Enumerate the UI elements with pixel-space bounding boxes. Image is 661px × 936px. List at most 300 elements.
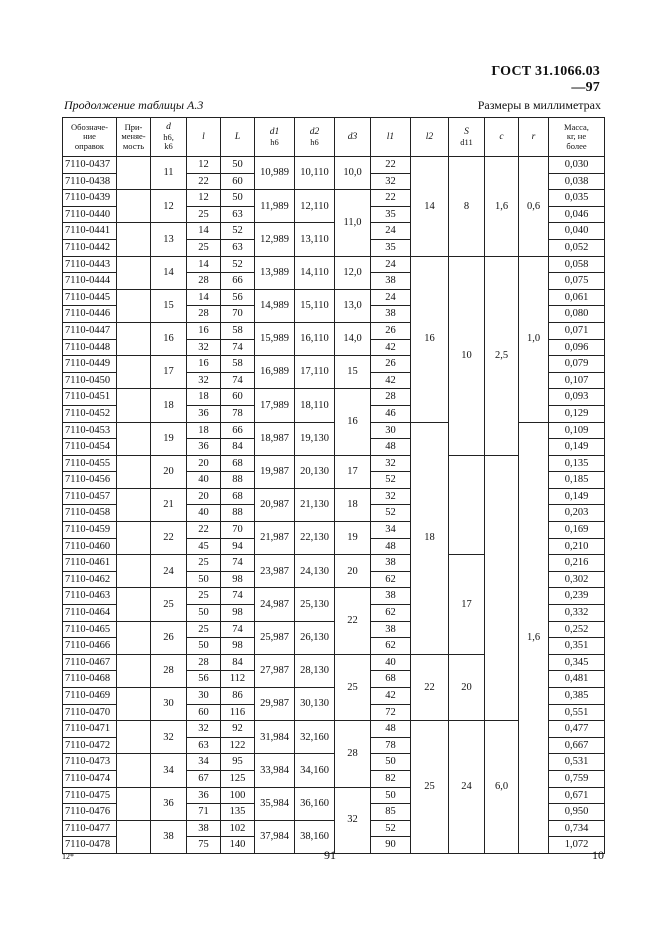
cell-mass: 0,332 (549, 605, 605, 622)
header-S: S d11 (449, 118, 485, 157)
cell-designation: 7110-0452 (63, 405, 117, 422)
cell-d2: 17,110 (295, 356, 335, 389)
cell-r: 1,0 (519, 256, 549, 422)
cell-d1: 31,984 (255, 721, 295, 754)
header-l: l (187, 118, 221, 157)
cell-d2: 18,110 (295, 389, 335, 422)
header-c: c (485, 118, 519, 157)
cell-designation: 7110-0470 (63, 704, 117, 721)
cell-d3: 19 (335, 522, 371, 555)
cell-d1: 23,987 (255, 555, 295, 588)
header-r: r (519, 118, 549, 157)
cell-l1: 90 (371, 837, 411, 854)
cell-l: 75 (187, 837, 221, 854)
cell-l: 30 (187, 688, 221, 705)
cell-d: 28 (151, 654, 187, 687)
cell-L: 63 (221, 239, 255, 256)
cell-d3: 10,0 (335, 157, 371, 190)
cell-L: 74 (221, 588, 255, 605)
cell-designation: 7110-0463 (63, 588, 117, 605)
cell-mass: 0,129 (549, 405, 605, 422)
cell-designation: 7110-0462 (63, 571, 117, 588)
cell-mass: 1,072 (549, 837, 605, 854)
cell-l1: 48 (371, 439, 411, 456)
cell-l1: 48 (371, 721, 411, 738)
cell-designation: 7110-0444 (63, 273, 117, 290)
cell-designation: 7110-0442 (63, 239, 117, 256)
cell-l: 50 (187, 638, 221, 655)
cell-d: 16 (151, 322, 187, 355)
cell-l1: 42 (371, 339, 411, 356)
cell-designation: 7110-0478 (63, 837, 117, 854)
cell-designation: 7110-0453 (63, 422, 117, 439)
cell-designation: 7110-0448 (63, 339, 117, 356)
cell-l: 40 (187, 505, 221, 522)
cell-l2: 16 (411, 256, 449, 422)
cell-l1: 35 (371, 206, 411, 223)
cell-L: 70 (221, 522, 255, 539)
cell-application (117, 787, 151, 820)
cell-S: 20 (449, 654, 485, 720)
header-d3: d3 (335, 118, 371, 157)
cell-d3: 28 (335, 721, 371, 787)
cell-mass: 0,079 (549, 356, 605, 373)
cell-mass: 0,551 (549, 704, 605, 721)
cell-l1: 82 (371, 770, 411, 787)
cell-L: 116 (221, 704, 255, 721)
cell-l: 16 (187, 322, 221, 339)
cell-d: 25 (151, 588, 187, 621)
cell-d1: 12,989 (255, 223, 295, 256)
cell-d1: 27,987 (255, 654, 295, 687)
cell-designation: 7110-0468 (63, 671, 117, 688)
cell-d: 38 (151, 820, 187, 853)
cell-application (117, 754, 151, 787)
cell-L: 70 (221, 306, 255, 323)
cell-application (117, 422, 151, 455)
cell-mass: 0,061 (549, 289, 605, 306)
cell-application (117, 389, 151, 422)
cell-l1: 24 (371, 223, 411, 240)
cell-mass: 0,302 (549, 571, 605, 588)
cell-d: 14 (151, 256, 187, 289)
cell-L: 63 (221, 206, 255, 223)
cell-l: 25 (187, 239, 221, 256)
header-l1: l1 (371, 118, 411, 157)
cell-l1: 42 (371, 688, 411, 705)
cell-designation: 7110-0457 (63, 488, 117, 505)
cell-l1: 26 (371, 356, 411, 373)
cell-L: 56 (221, 289, 255, 306)
cell-application (117, 289, 151, 322)
cell-d2: 12,110 (295, 190, 335, 223)
cell-l: 71 (187, 804, 221, 821)
cell-d1: 10,989 (255, 157, 295, 190)
footer-sheet-mark: 12* (62, 852, 74, 861)
cell-L: 52 (221, 256, 255, 273)
cell-l1: 50 (371, 754, 411, 771)
cell-d3: 12,0 (335, 256, 371, 289)
cell-designation: 7110-0475 (63, 787, 117, 804)
cell-mass: 0,149 (549, 439, 605, 456)
cell-l1: 38 (371, 621, 411, 638)
table-row (63, 422, 605, 439)
cell-d: 26 (151, 621, 187, 654)
cell-d1: 13,989 (255, 256, 295, 289)
header-d: d h6, k6 (151, 118, 187, 157)
cell-mass: 0,107 (549, 372, 605, 389)
cell-designation: 7110-0458 (63, 505, 117, 522)
cell-d3: 13,0 (335, 289, 371, 322)
cell-application (117, 688, 151, 721)
cell-L: 78 (221, 405, 255, 422)
cell-L: 88 (221, 505, 255, 522)
cell-application (117, 588, 151, 621)
cell-L: 100 (221, 787, 255, 804)
cell-l1: 24 (371, 256, 411, 273)
cell-l1: 22 (371, 157, 411, 174)
cell-l: 40 (187, 472, 221, 489)
cell-l: 20 (187, 488, 221, 505)
cell-l1: 50 (371, 787, 411, 804)
cell-application (117, 322, 151, 355)
cell-d3: 32 (335, 787, 371, 853)
cell-d2: 21,130 (295, 488, 335, 521)
cell-d: 18 (151, 389, 187, 422)
cell-designation: 7110-0447 (63, 322, 117, 339)
cell-L: 74 (221, 621, 255, 638)
cell-application (117, 256, 151, 289)
cell-L: 50 (221, 157, 255, 174)
cell-l1: 40 (371, 654, 411, 671)
cell-application (117, 157, 151, 190)
cell-L: 102 (221, 820, 255, 837)
cell-l1: 52 (371, 820, 411, 837)
cell-l: 25 (187, 555, 221, 572)
cell-l1: 38 (371, 555, 411, 572)
cell-d3: 17 (335, 455, 371, 488)
cell-application (117, 522, 151, 555)
cell-l1: 72 (371, 704, 411, 721)
cell-l: 14 (187, 289, 221, 306)
cell-designation: 7110-0441 (63, 223, 117, 240)
cell-l2: 18 (411, 422, 449, 654)
cell-d1: 37,984 (255, 820, 295, 853)
cell-l: 36 (187, 787, 221, 804)
cell-mass: 0,040 (549, 223, 605, 240)
cell-d2: 14,110 (295, 256, 335, 289)
cell-c: 2,5 (485, 256, 519, 455)
cell-l: 12 (187, 190, 221, 207)
cell-L: 74 (221, 372, 255, 389)
cell-L: 60 (221, 173, 255, 190)
cell-l: 45 (187, 538, 221, 555)
cell-l1: 52 (371, 472, 411, 489)
cell-L: 52 (221, 223, 255, 240)
cell-l1: 62 (371, 571, 411, 588)
document-code: ГОСТ 31.1066.03—97 (491, 64, 600, 95)
cell-d: 34 (151, 754, 187, 787)
cell-l1: 68 (371, 671, 411, 688)
cell-d2: 32,160 (295, 721, 335, 754)
cell-d: 17 (151, 356, 187, 389)
cell-l: 36 (187, 405, 221, 422)
cell-mass: 0,385 (549, 688, 605, 705)
cell-application (117, 654, 151, 687)
dimensions-table (62, 117, 605, 854)
cell-mass: 0,667 (549, 737, 605, 754)
cell-d3: 16 (335, 389, 371, 455)
cell-designation: 7110-0451 (63, 389, 117, 406)
cell-L: 98 (221, 638, 255, 655)
table-row (63, 157, 605, 174)
table-row (63, 256, 605, 273)
cell-d: 21 (151, 488, 187, 521)
cell-mass: 0,185 (549, 472, 605, 489)
cell-l: 22 (187, 173, 221, 190)
cell-mass: 0,203 (549, 505, 605, 522)
cell-S: 10 (449, 256, 485, 455)
cell-d3: 15 (335, 356, 371, 389)
cell-d2: 13,110 (295, 223, 335, 256)
cell-application (117, 555, 151, 588)
cell-designation: 7110-0465 (63, 621, 117, 638)
cell-mass: 0,239 (549, 588, 605, 605)
table-caption: Продолжение таблицы А.3 (64, 98, 204, 112)
cell-c: 1,6 (485, 157, 519, 257)
cell-application (117, 820, 151, 853)
cell-l1: 30 (371, 422, 411, 439)
cell-d2: 24,130 (295, 555, 335, 588)
header-d1: d1 h6 (255, 118, 295, 157)
units-note: Размеры в миллиметрах (477, 98, 601, 112)
cell-L: 84 (221, 439, 255, 456)
cell-designation: 7110-0471 (63, 721, 117, 738)
cell-d: 11 (151, 157, 187, 190)
cell-L: 60 (221, 389, 255, 406)
cell-L: 98 (221, 571, 255, 588)
cell-mass: 0,252 (549, 621, 605, 638)
cell-mass: 0,345 (549, 654, 605, 671)
cell-d1: 24,987 (255, 588, 295, 621)
cell-designation: 7110-0473 (63, 754, 117, 771)
cell-L: 140 (221, 837, 255, 854)
cell-mass: 0,030 (549, 157, 605, 174)
cell-l: 20 (187, 455, 221, 472)
cell-mass: 0,216 (549, 555, 605, 572)
cell-designation: 7110-0446 (63, 306, 117, 323)
cell-designation: 7110-0476 (63, 804, 117, 821)
page-number: 91 (324, 848, 336, 862)
cell-L: 58 (221, 356, 255, 373)
cell-L: 88 (221, 472, 255, 489)
cell-l1: 32 (371, 173, 411, 190)
cell-l1: 26 (371, 322, 411, 339)
cell-mass: 0,351 (549, 638, 605, 655)
cell-application (117, 190, 151, 223)
cell-l1: 28 (371, 389, 411, 406)
cell-mass: 0,759 (549, 770, 605, 787)
cell-l: 63 (187, 737, 221, 754)
cell-l1: 62 (371, 605, 411, 622)
cell-mass: 0,080 (549, 306, 605, 323)
cell-mass: 0,481 (549, 671, 605, 688)
cell-l: 36 (187, 439, 221, 456)
table-body (63, 157, 605, 854)
cell-d: 19 (151, 422, 187, 455)
cell-designation: 7110-0464 (63, 605, 117, 622)
cell-mass: 0,734 (549, 820, 605, 837)
cell-designation: 7110-0443 (63, 256, 117, 273)
cell-d2: 36,160 (295, 787, 335, 820)
cell-L: 122 (221, 737, 255, 754)
cell-d1: 19,987 (255, 455, 295, 488)
cell-application (117, 621, 151, 654)
cell-l: 32 (187, 721, 221, 738)
header-application: При- меняе- мость (117, 118, 151, 157)
cell-L: 95 (221, 754, 255, 771)
cell-d3: 11,0 (335, 190, 371, 256)
cell-designation: 7110-0438 (63, 173, 117, 190)
cell-L: 68 (221, 488, 255, 505)
cell-d1: 16,989 (255, 356, 295, 389)
header-l2: l2 (411, 118, 449, 157)
cell-d: 20 (151, 455, 187, 488)
cell-mass: 0,052 (549, 239, 605, 256)
header-d2: d2 h6 (295, 118, 335, 157)
cell-designation: 7110-0472 (63, 737, 117, 754)
cell-L: 66 (221, 422, 255, 439)
cell-d3: 25 (335, 654, 371, 720)
cell-mass: 0,135 (549, 455, 605, 472)
cell-designation: 7110-0454 (63, 439, 117, 456)
cell-application (117, 488, 151, 521)
cell-l: 16 (187, 356, 221, 373)
cell-designation: 7110-0456 (63, 472, 117, 489)
cell-application (117, 223, 151, 256)
cell-d1: 35,984 (255, 787, 295, 820)
cell-d2: 34,160 (295, 754, 335, 787)
cell-mass: 0,531 (549, 754, 605, 771)
cell-l: 25 (187, 588, 221, 605)
cell-r: 0,6 (519, 157, 549, 257)
cell-l: 25 (187, 621, 221, 638)
cell-designation: 7110-0437 (63, 157, 117, 174)
cell-d2: 20,130 (295, 455, 335, 488)
cell-d1: 29,987 (255, 688, 295, 721)
header-designation: Обозначе- ние оправок (63, 118, 117, 157)
cell-d2: 38,160 (295, 820, 335, 853)
cell-designation: 7110-0474 (63, 770, 117, 787)
cell-designation: 7110-0449 (63, 356, 117, 373)
cell-l1: 48 (371, 538, 411, 555)
cell-L: 98 (221, 605, 255, 622)
cell-designation: 7110-0461 (63, 555, 117, 572)
cell-d1: 15,989 (255, 322, 295, 355)
cell-l: 25 (187, 206, 221, 223)
header-mass: Масса, кг, не более (549, 118, 605, 157)
cell-l: 38 (187, 820, 221, 837)
cell-mass: 0,169 (549, 522, 605, 539)
cell-mass: 0,071 (549, 322, 605, 339)
cell-l2: 22 (411, 654, 449, 720)
cell-l: 50 (187, 571, 221, 588)
cell-l1: 38 (371, 306, 411, 323)
cell-mass: 0,671 (549, 787, 605, 804)
cell-L: 94 (221, 538, 255, 555)
cell-designation: 7110-0455 (63, 455, 117, 472)
cell-l: 18 (187, 389, 221, 406)
cell-designation: 7110-0469 (63, 688, 117, 705)
cell-L: 84 (221, 654, 255, 671)
cell-l: 32 (187, 372, 221, 389)
cell-l1: 35 (371, 239, 411, 256)
cell-mass: 0,075 (549, 273, 605, 290)
cell-l: 14 (187, 223, 221, 240)
cell-d2: 16,110 (295, 322, 335, 355)
cell-d2: 28,130 (295, 654, 335, 687)
cell-L: 74 (221, 555, 255, 572)
cell-L: 68 (221, 455, 255, 472)
header-L: L (221, 118, 255, 157)
cell-S: 24 (449, 721, 485, 854)
cell-d1: 20,987 (255, 488, 295, 521)
header-row (63, 118, 605, 157)
cell-designation: 7110-0450 (63, 372, 117, 389)
cell-l1: 32 (371, 488, 411, 505)
dimensions-table-container (62, 117, 604, 854)
cell-d: 22 (151, 522, 187, 555)
cell-designation: 7110-0466 (63, 638, 117, 655)
cell-designation: 7110-0477 (63, 820, 117, 837)
cell-l: 28 (187, 654, 221, 671)
cell-l: 56 (187, 671, 221, 688)
cell-l: 34 (187, 754, 221, 771)
cell-d: 12 (151, 190, 187, 223)
cell-l1: 52 (371, 505, 411, 522)
cell-application (117, 721, 151, 754)
cell-l1: 78 (371, 737, 411, 754)
cell-l: 67 (187, 770, 221, 787)
cell-L: 125 (221, 770, 255, 787)
cell-d2: 26,130 (295, 621, 335, 654)
cell-l1: 22 (371, 190, 411, 207)
cell-l1: 42 (371, 372, 411, 389)
cell-l1: 62 (371, 638, 411, 655)
cell-d1: 11,989 (255, 190, 295, 223)
cell-l: 60 (187, 704, 221, 721)
cell-l: 32 (187, 339, 221, 356)
cell-l: 28 (187, 273, 221, 290)
cell-d2: 30,130 (295, 688, 335, 721)
cell-l1: 38 (371, 588, 411, 605)
cell-S (449, 455, 485, 555)
cell-L: 58 (221, 322, 255, 339)
cell-d: 24 (151, 555, 187, 588)
cell-l2: 14 (411, 157, 449, 257)
cell-l2: 25 (411, 721, 449, 854)
cell-d3: 14,0 (335, 322, 371, 355)
cell-d1: 17,989 (255, 389, 295, 422)
cell-d2: 25,130 (295, 588, 335, 621)
cell-L: 74 (221, 339, 255, 356)
cell-d: 13 (151, 223, 187, 256)
cell-designation: 7110-0467 (63, 654, 117, 671)
cell-d: 36 (151, 787, 187, 820)
cell-l1: 38 (371, 273, 411, 290)
cell-r: 1,6 (519, 422, 549, 853)
cell-mass: 0,058 (549, 256, 605, 273)
